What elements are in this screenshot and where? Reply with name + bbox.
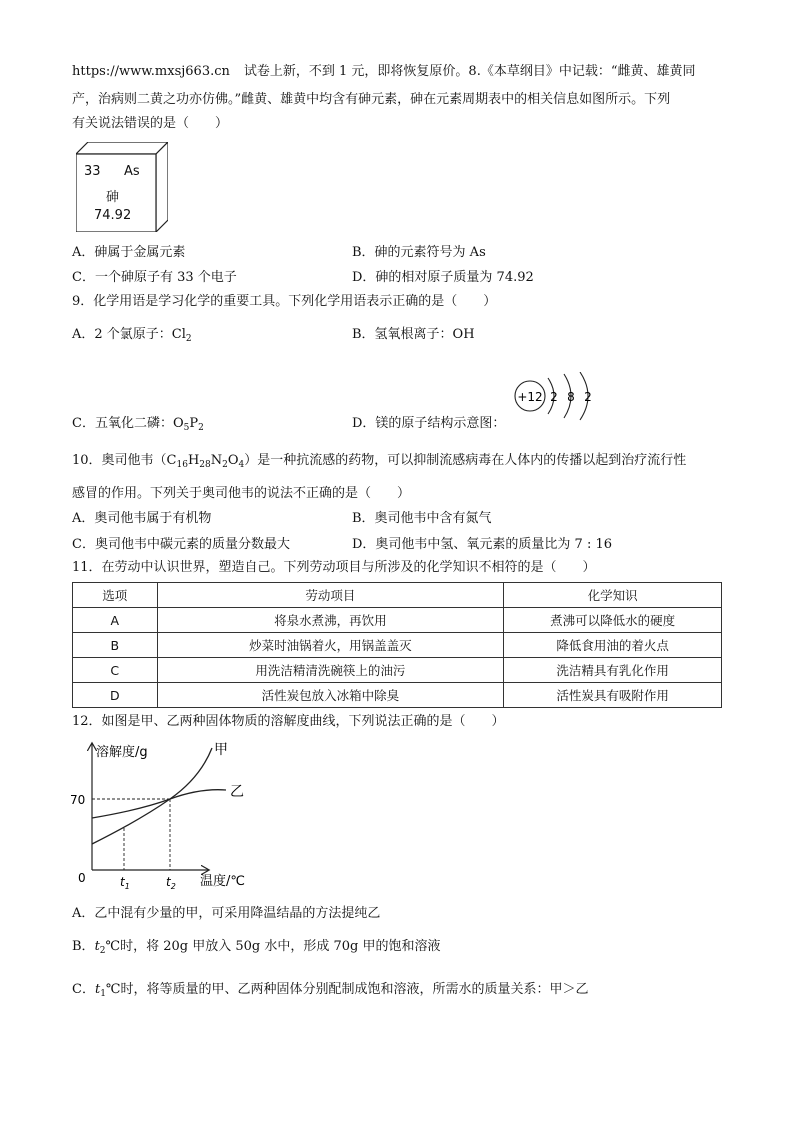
intro-line-1: [72, 62, 695, 82]
table-row: A 将泉水煮沸，再饮用 煮沸可以降低水的硬度: [73, 608, 722, 633]
mg-atom-diagram: [510, 372, 610, 422]
q12-option-c: C．$t_1℃$时，将等质量的甲、乙两种固体分别配制成饱和溶液，所需水的质量关系：甲＞乙: [72, 982, 589, 999]
header-option: 选项: [73, 583, 158, 608]
q10-stem-2: 感冒的作用。下列关于奥司他韦的说法不正确的是（ ）: [72, 486, 411, 501]
q8-option-c: C．一个砷原子有 33 个电子: [72, 270, 237, 285]
shell-3: 2: [584, 390, 592, 404]
q10-option-c: C．奥司他韦中碳元素的质量分数最大: [72, 537, 290, 552]
series-label-jia: 甲: [214, 742, 228, 758]
shell-2: 8: [567, 390, 575, 404]
q12-stem: 12．如图是甲、乙两种固体物质的溶解度曲线，下列说法正确的是（ ）: [72, 714, 505, 729]
intro-text-1: 试卷上新，不到 1 元，即将恢复原价。8.《本草纲目》中记载：“雌黄、雄黄同: [243, 64, 696, 79]
curve-jia: [92, 748, 212, 844]
table-row: B 炒菜时油锅着火，用锅盖盖灭 降低食用油的着火点: [73, 633, 722, 658]
header-labor: 劳动项目: [157, 583, 504, 608]
source-url: https://www.mxsj663.cn: [72, 64, 230, 79]
q10-option-b: B．奥司他韦中含有氮气: [352, 511, 492, 526]
q12-option-b: B．$t_2℃$时，将 20g 甲放入 50g 水中，形成 70g 甲的饱和溶液: [72, 939, 441, 956]
intro-line-3: 有关说法错误的是（ ）: [72, 116, 229, 131]
q12-option-a: A．乙中混有少量的甲，可采用降温结晶的方法提纯乙: [72, 906, 381, 921]
x-tick-t2: $t_2$: [166, 875, 176, 891]
y-tick-70: 70: [70, 793, 86, 807]
q9-stem: 9．化学用语是学习化学的重要工具。下列化学用语表示正确的是（ ）: [72, 294, 497, 309]
q9-option-c: C．五氧化二磷：$O_5P_2$: [72, 416, 204, 433]
q11-table: [72, 582, 722, 708]
q9-option-b: B．氢氧根离子：OH: [352, 327, 475, 342]
q8-option-a: A．砷属于金属元素: [72, 245, 186, 260]
curve-yi: [92, 790, 226, 818]
element-name: 砷: [106, 190, 120, 205]
q9-option-a: A．2 个氯原子：$Cl_2$: [72, 327, 192, 344]
series-label-yi: 乙: [230, 784, 244, 800]
q11-stem: 11．在劳动中认识世界，塑造自己。下列劳动项目与所涉及的化学知识不相符的是（ ）: [72, 560, 596, 575]
q8-option-d: D．砷的相对原子质量为 74.92: [352, 270, 534, 285]
q9-option-d: D．镁的原子结构示意图：: [352, 416, 506, 431]
element-card: [76, 142, 168, 232]
origin-label: 0: [78, 871, 86, 885]
q10-stem-1: 10．奥司他韦$(C_{16}H_{28}N_2O_4)$是一种抗流感的药物，可以抑制流感病毒在人体内的传播以起到治疗流行性: [72, 453, 687, 470]
x-axis-label: 温度/℃: [200, 874, 245, 889]
atomic-mass: 74.92: [94, 208, 132, 223]
solubility-chart: [70, 740, 310, 898]
q10-option-d: D．奥司他韦中氢、氧元素的质量比为 7 : 16: [352, 537, 613, 552]
table-row: C 用洗洁精清洗碗筷上的油污 洗洁精具有乳化作用: [73, 658, 722, 683]
header-knowledge: 化学知识: [504, 583, 722, 608]
shell-1: 2: [550, 390, 558, 404]
intro-line-2: 产，治病则二黄之功亦仿佛。”雌黄、雄黄中均含有砷元素，砷在元素周期表中的相关信息如图所示。下列: [72, 92, 671, 107]
table-row: D 活性炭包放入冰箱中除臭 活性炭具有吸附作用: [73, 683, 722, 708]
x-tick-t1: $t_1$: [120, 875, 130, 891]
q10-option-a: A．奥司他韦属于有机物: [72, 511, 212, 526]
table-header-row: [73, 583, 722, 608]
q8-option-b: B．砷的元素符号为 As: [352, 245, 486, 260]
nucleus-charge: +12: [517, 390, 543, 404]
element-symbol: As: [124, 164, 140, 179]
y-axis-label: 溶解度/g: [96, 745, 148, 760]
atomic-number: 33: [84, 164, 101, 179]
